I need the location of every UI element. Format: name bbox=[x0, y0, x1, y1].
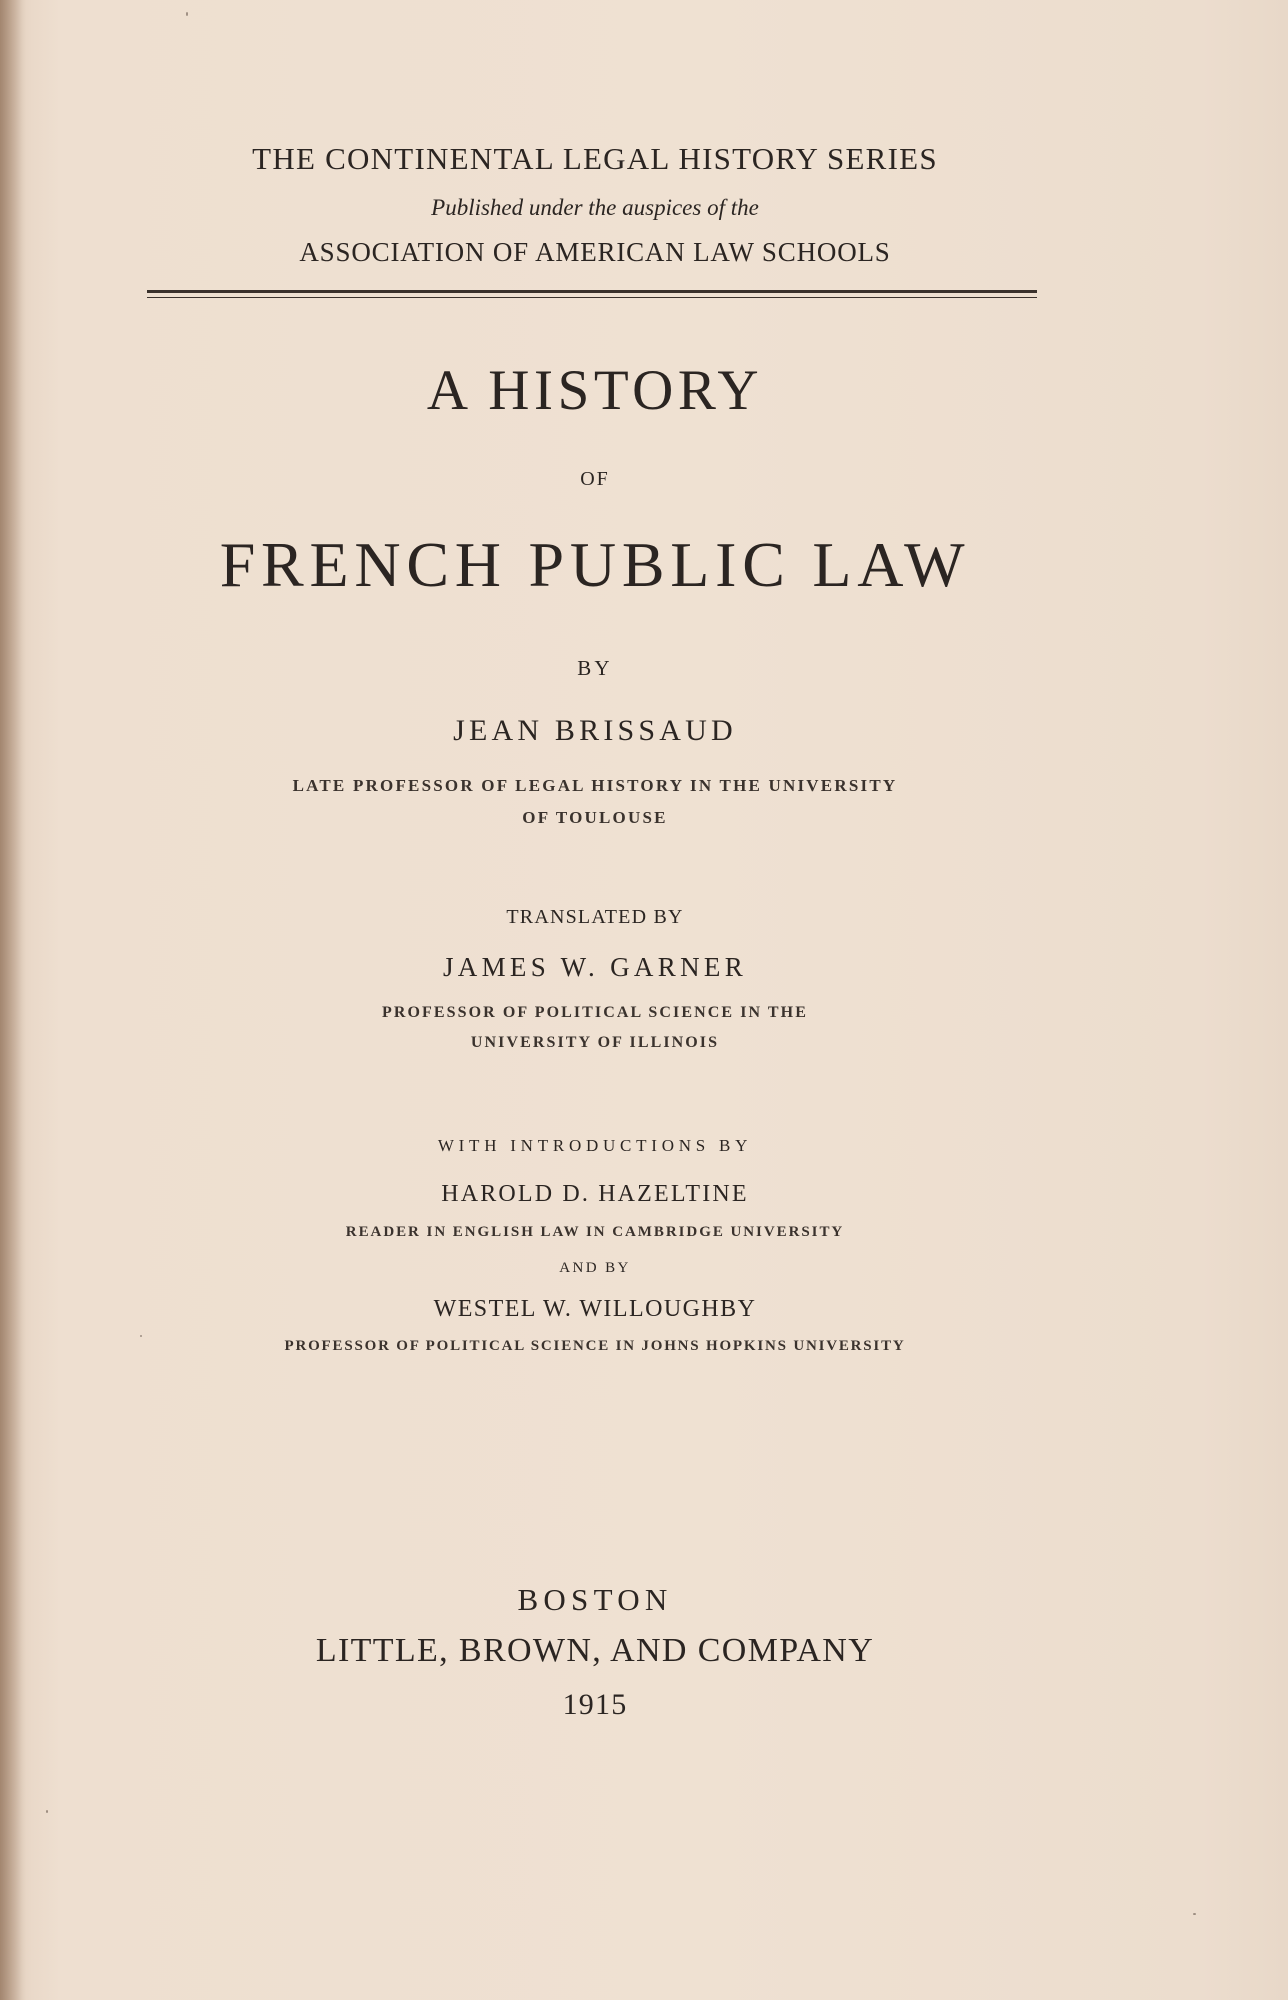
introduction-2-position: PROFESSOR OF POLITICAL SCIENCE IN JOHNS HOPKINS UNIVERSITY bbox=[284, 1338, 906, 1354]
introductions-label: WITH INTRODUCTIONS BY bbox=[437, 1136, 753, 1155]
publication-year: 1915 bbox=[562, 1688, 628, 1721]
translator-label: TRANSLATED BY bbox=[506, 906, 684, 928]
author-by-label: BY bbox=[577, 656, 613, 680]
introductions-and-by: AND BY bbox=[559, 1260, 631, 1276]
author-position-line-2: OF TOULOUSE bbox=[522, 808, 668, 827]
series-association: ASSOCIATION OF AMERICAN LAW SCHOOLS bbox=[299, 237, 891, 267]
author-name: JEAN BRISSAUD bbox=[453, 714, 737, 747]
translator-name: JAMES W. GARNER bbox=[442, 952, 748, 982]
author-position-line-1: LATE PROFESSOR OF LEGAL HISTORY IN THE UNIVERSITY bbox=[292, 776, 898, 795]
book-title-of: OF bbox=[580, 468, 610, 490]
divider-rule-thin bbox=[147, 297, 1037, 298]
paper-speck bbox=[1193, 1913, 1196, 1915]
series-subtitle: Published under the auspices of the bbox=[431, 195, 759, 220]
translator-position-line-1: PROFESSOR OF POLITICAL SCIENCE IN THE bbox=[382, 1004, 808, 1021]
divider-rule-thick bbox=[147, 290, 1037, 293]
introduction-1-position: READER IN ENGLISH LAW IN CAMBRIDGE UNIVERSITY bbox=[345, 1224, 845, 1240]
series-title: THE CONTINENTAL LEGAL HISTORY SERIES bbox=[252, 141, 938, 176]
paper-speck bbox=[140, 1335, 142, 1337]
translator-position-line-2: UNIVERSITY OF ILLINOIS bbox=[470, 1034, 720, 1051]
paper-speck bbox=[186, 12, 188, 16]
publisher-city: BOSTON bbox=[517, 1582, 673, 1617]
paper-speck bbox=[46, 1810, 48, 1813]
publisher-name: LITTLE, BROWN, AND COMPANY bbox=[315, 1632, 875, 1669]
book-title-line-2: FRENCH PUBLIC LAW bbox=[219, 529, 971, 600]
introduction-1-name: HAROLD D. HAZELTINE bbox=[441, 1181, 749, 1207]
introduction-2-name: WESTEL W. WILLOUGHBY bbox=[433, 1296, 757, 1322]
book-title-line-1: A HISTORY bbox=[426, 359, 764, 422]
